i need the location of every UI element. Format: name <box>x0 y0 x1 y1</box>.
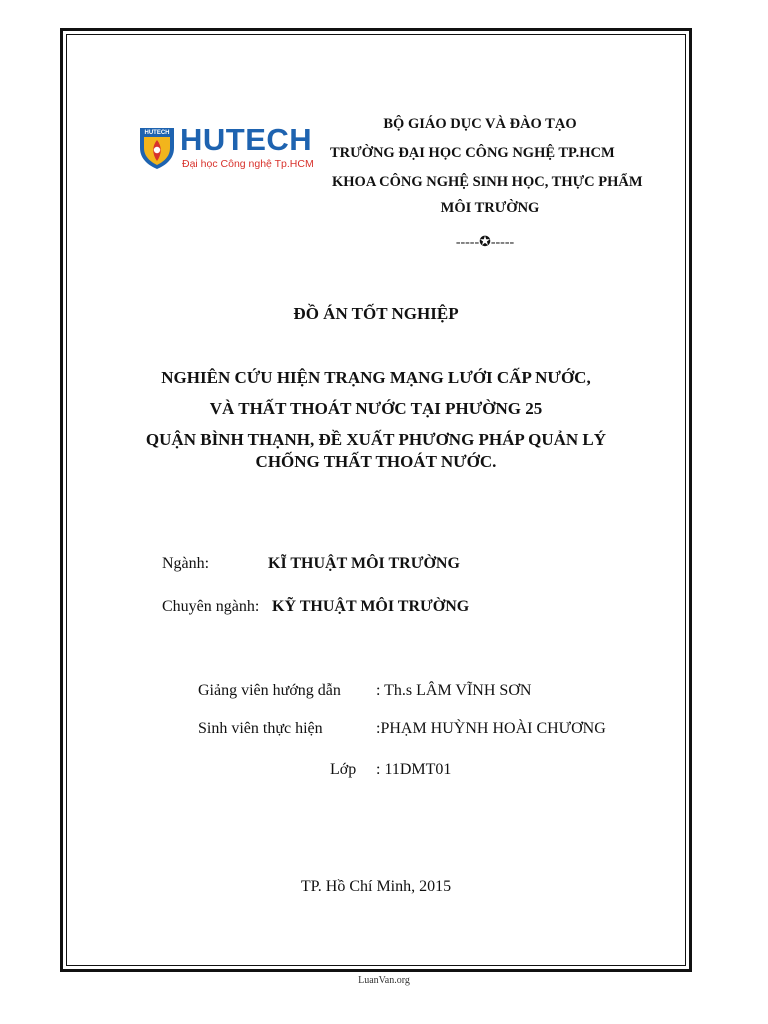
student-value: :PHẠM HUỲNH HOÀI CHƯƠNG <box>376 720 606 737</box>
thesis-title-line-2: VÀ THẤT THOÁT NƯỚC TẠI PHƯỜNG 25 <box>209 399 543 418</box>
supervisor-value: : Th.s LÂM VĨNH SƠN <box>376 682 532 699</box>
hutech-shield-icon <box>138 124 176 170</box>
hutech-logo <box>138 124 318 174</box>
ministry-name: BỘ GIÁO DỤC VÀ ĐÀO TẠO <box>383 116 577 132</box>
class-label: Lớp <box>330 761 357 778</box>
logo-wordmark: HUTECH <box>180 122 313 157</box>
place-date: TP. Hồ Chí Minh, 2015 <box>300 878 452 895</box>
class-value: : 11DMT01 <box>376 761 452 778</box>
logo-tagline: Đại học Công nghệ Tp.HCM <box>182 158 314 170</box>
specialization-label: Chuyên ngành: <box>162 598 260 615</box>
major-label: Ngành: <box>162 555 210 572</box>
faculty-line-2: MÔI TRƯỜNG <box>440 200 540 216</box>
thesis-title-line-3: QUẬN BÌNH THẠNH, ĐỀ XUẤT PHƯƠNG PHÁP QUẢN LÝ <box>145 430 607 449</box>
student-label: Sinh viên thực hiện <box>198 720 323 737</box>
doc-type: ĐỒ ÁN TỐT NGHIỆP <box>293 304 459 323</box>
major-value: KĨ THUẬT MÔI TRƯỜNG <box>268 555 460 572</box>
faculty-line-1: KHOA CÔNG NGHỆ SINH HỌC, THỰC PHẨM <box>332 174 643 190</box>
specialization-value: KỸ THUẬT MÔI TRƯỜNG <box>272 598 470 615</box>
shield-text: HUTECH <box>144 130 170 136</box>
supervisor-label: Giảng viên hướng dẫn <box>198 682 341 699</box>
watermark: LuanVan.org <box>358 975 410 986</box>
thesis-title-line-1: NGHIÊN CỨU HIỆN TRẠNG MẠNG LƯỚI CẤP NƯỚC, <box>161 368 591 387</box>
thesis-title-line-4: CHỐNG THẤT THOÁT NƯỚC. <box>255 452 497 471</box>
university-name: TRƯỜNG ĐẠI HỌC CÔNG NGHỆ TP.HCM <box>330 145 615 161</box>
header-divider: -----✪----- <box>455 235 515 250</box>
